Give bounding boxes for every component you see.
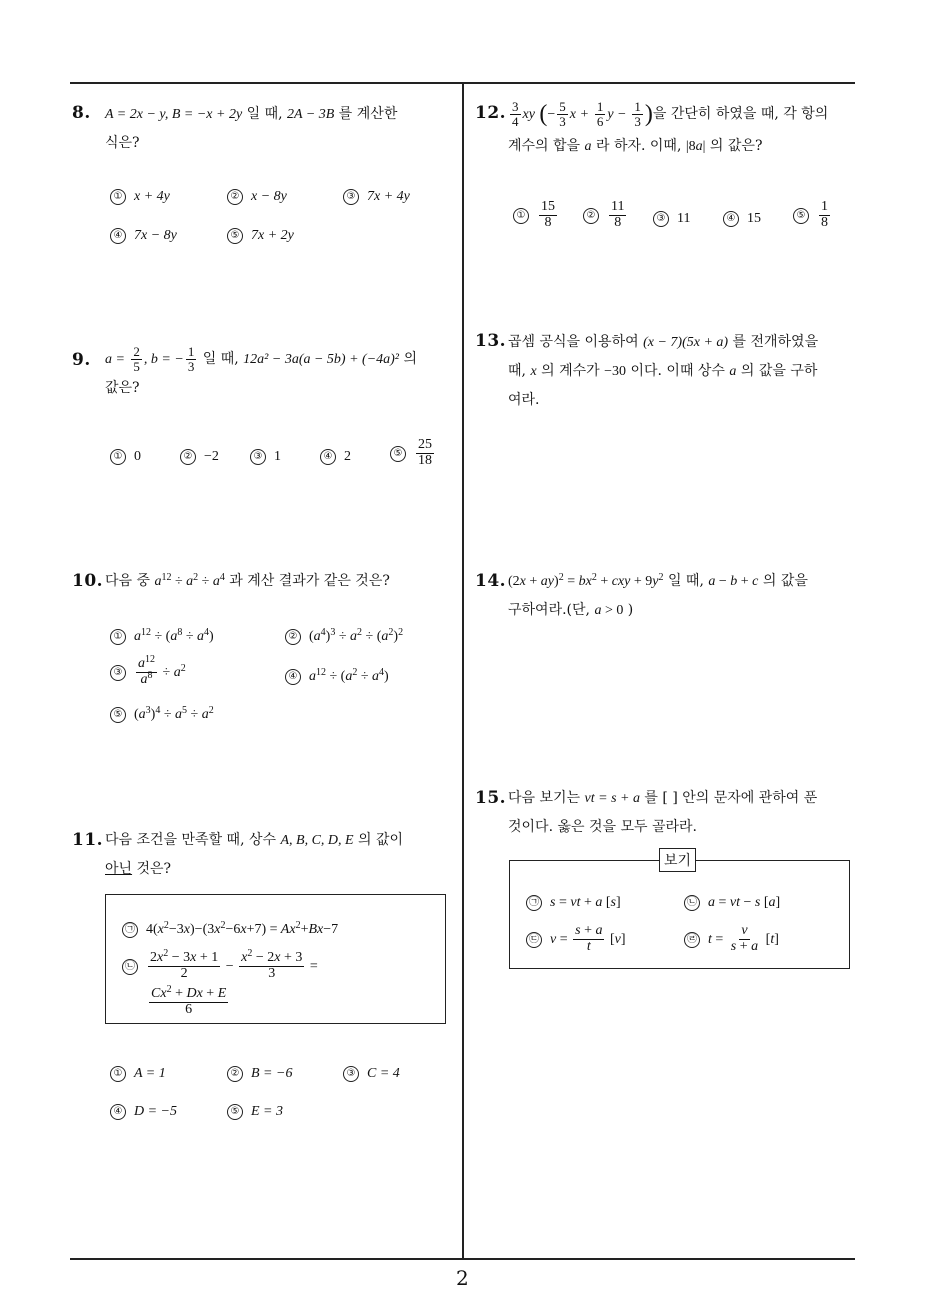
question-text: 다음 중 $a^{12} \div a^2 \div a^4$ 과 계산 결과가 같은 것은? (105, 572, 390, 589)
choice-2[interactable]: ② −2 (180, 448, 219, 465)
question-number: 15. (475, 788, 507, 808)
question-text: $(2x + ay)^2 = bx^2$ + cxy + $9y^2$ 일 때, a − b + c 의 값을 구하여라.(단, a > 0 ) (508, 572, 808, 618)
choice-3[interactable]: ③ $\frac{a^{12}}{a^8}$ ÷ $a^2$ (110, 657, 186, 687)
column-divider (462, 82, 464, 1259)
bottom-rule (70, 1258, 855, 1260)
question-number: 9. (72, 350, 91, 370)
example-1: ㉠ s = vt + a [s] (526, 894, 621, 911)
example-box-label: 보기 (659, 848, 696, 872)
choice-1[interactable]: ① $a^{12} \div (a^8 \div a^4)$ (110, 628, 214, 645)
question-text: 곱셈 공식을 이용하여 (x − 7)(5x + a) 를 전개하였을 때, x 의 계수가 −30 이다. 이때 상수 a 의 값을 구하 여라. (508, 334, 819, 408)
choice-2[interactable]: ② x − 8y (227, 188, 287, 205)
choice-2[interactable]: ② $(a^4)^3 \div a^2 \div (a^2)^2$ (285, 628, 403, 645)
choice-1[interactable]: ① x + 4y (110, 188, 170, 205)
question-number: 13. (475, 331, 507, 351)
choice-5[interactable]: ⑤ 7x + 2y (227, 227, 294, 244)
example-3: ㉢ v = $\frac{s + a}{t}$ [v] (526, 924, 626, 954)
choice-4[interactable]: ④ 2 (320, 448, 351, 465)
choice-2[interactable]: ② B = −6 (227, 1065, 292, 1082)
choice-4[interactable]: ④ 7x − 8y (110, 227, 177, 244)
choice-3[interactable]: ③ C = 4 (343, 1065, 400, 1082)
question-number: 8. (72, 103, 91, 123)
question-text: $\frac{3}{4}$ xy (− $\frac{5}{3}$ x + $\frac{1}{6}$ y − $\frac{1}{3}$ )을 간단히 하였을 때, 각 항의 계수의 합을 a 라 하자. 이때, |8a| 의 값은? (508, 99, 829, 155)
choice-4[interactable]: ④ $a^{12} \div (a^2 \div a^4)$ (285, 668, 389, 685)
choice-1[interactable]: ① 0 (110, 448, 141, 465)
question-text: 다음 보기는 vt = s + a 를 [ ] 안의 문자에 관하여 푼 것이다. 옳은 것을 모두 골라라. (508, 790, 818, 835)
choice-5[interactable]: ⑤ E = 3 (227, 1103, 283, 1120)
choice-4[interactable]: ④ D = −5 (110, 1103, 177, 1120)
example-2: ㉡ a = vt − s [a] (684, 894, 780, 911)
condition-1: ㉠ $4(x^2-3x)-(3x^2-6x+7) = Ax^2+Bx-7$ (122, 921, 338, 938)
question-number: 11. (72, 830, 104, 850)
question-number: 12. (475, 103, 507, 123)
choice-5[interactable]: ⑤ $(a^3)^4 \div a^5 \div a^2$ (110, 706, 214, 723)
choice-5[interactable]: ⑤ $\frac{25}{18}$ (390, 438, 436, 468)
choice-1[interactable]: ① $\frac{15}{8}$ (513, 200, 559, 230)
choice-3[interactable]: ③ 7x + 4y (343, 188, 410, 205)
choice-5[interactable]: ⑤ $\frac{1}{8}$ (793, 200, 832, 230)
question-number: 10. (72, 571, 104, 591)
choice-2[interactable]: ② $\frac{11}{8}$ (583, 200, 628, 230)
choice-3[interactable]: ③ 1 (250, 448, 281, 465)
question-text: 다음 조건을 만족할 때, 상수 A, B, C, D, E 의 값이 아닌 것은? (105, 832, 404, 877)
question-text: a = $\frac{2}{5}$ , b = − $\frac{1}{3}$ 일 때, 12a² − 3a(a − 5b) + (−4a)² 의 값은? (105, 344, 417, 397)
condition-2-rhs: $\frac{Cx^2 + Dx + E}{6}$ (151, 984, 227, 1017)
page-number: 2 (456, 1266, 469, 1290)
question-text: A = 2x − y, B = −x + 2y 일 때, 2A − 3B 를 계산한 식은? (105, 106, 398, 151)
choice-1[interactable]: ① A = 1 (110, 1065, 166, 1082)
example-4: ㉣ t = $\frac{v}{s + a}$ [t] (684, 924, 779, 954)
condition-2: ㉡ $\frac{2x^2 - 3x + 1}{2}$ − $\frac{x^2 - 2x + 3}{3}$ = (122, 951, 318, 981)
choice-4[interactable]: ④ 15 (723, 210, 761, 227)
question-number: 14. (475, 571, 507, 591)
choice-3[interactable]: ③ 11 (653, 210, 690, 227)
